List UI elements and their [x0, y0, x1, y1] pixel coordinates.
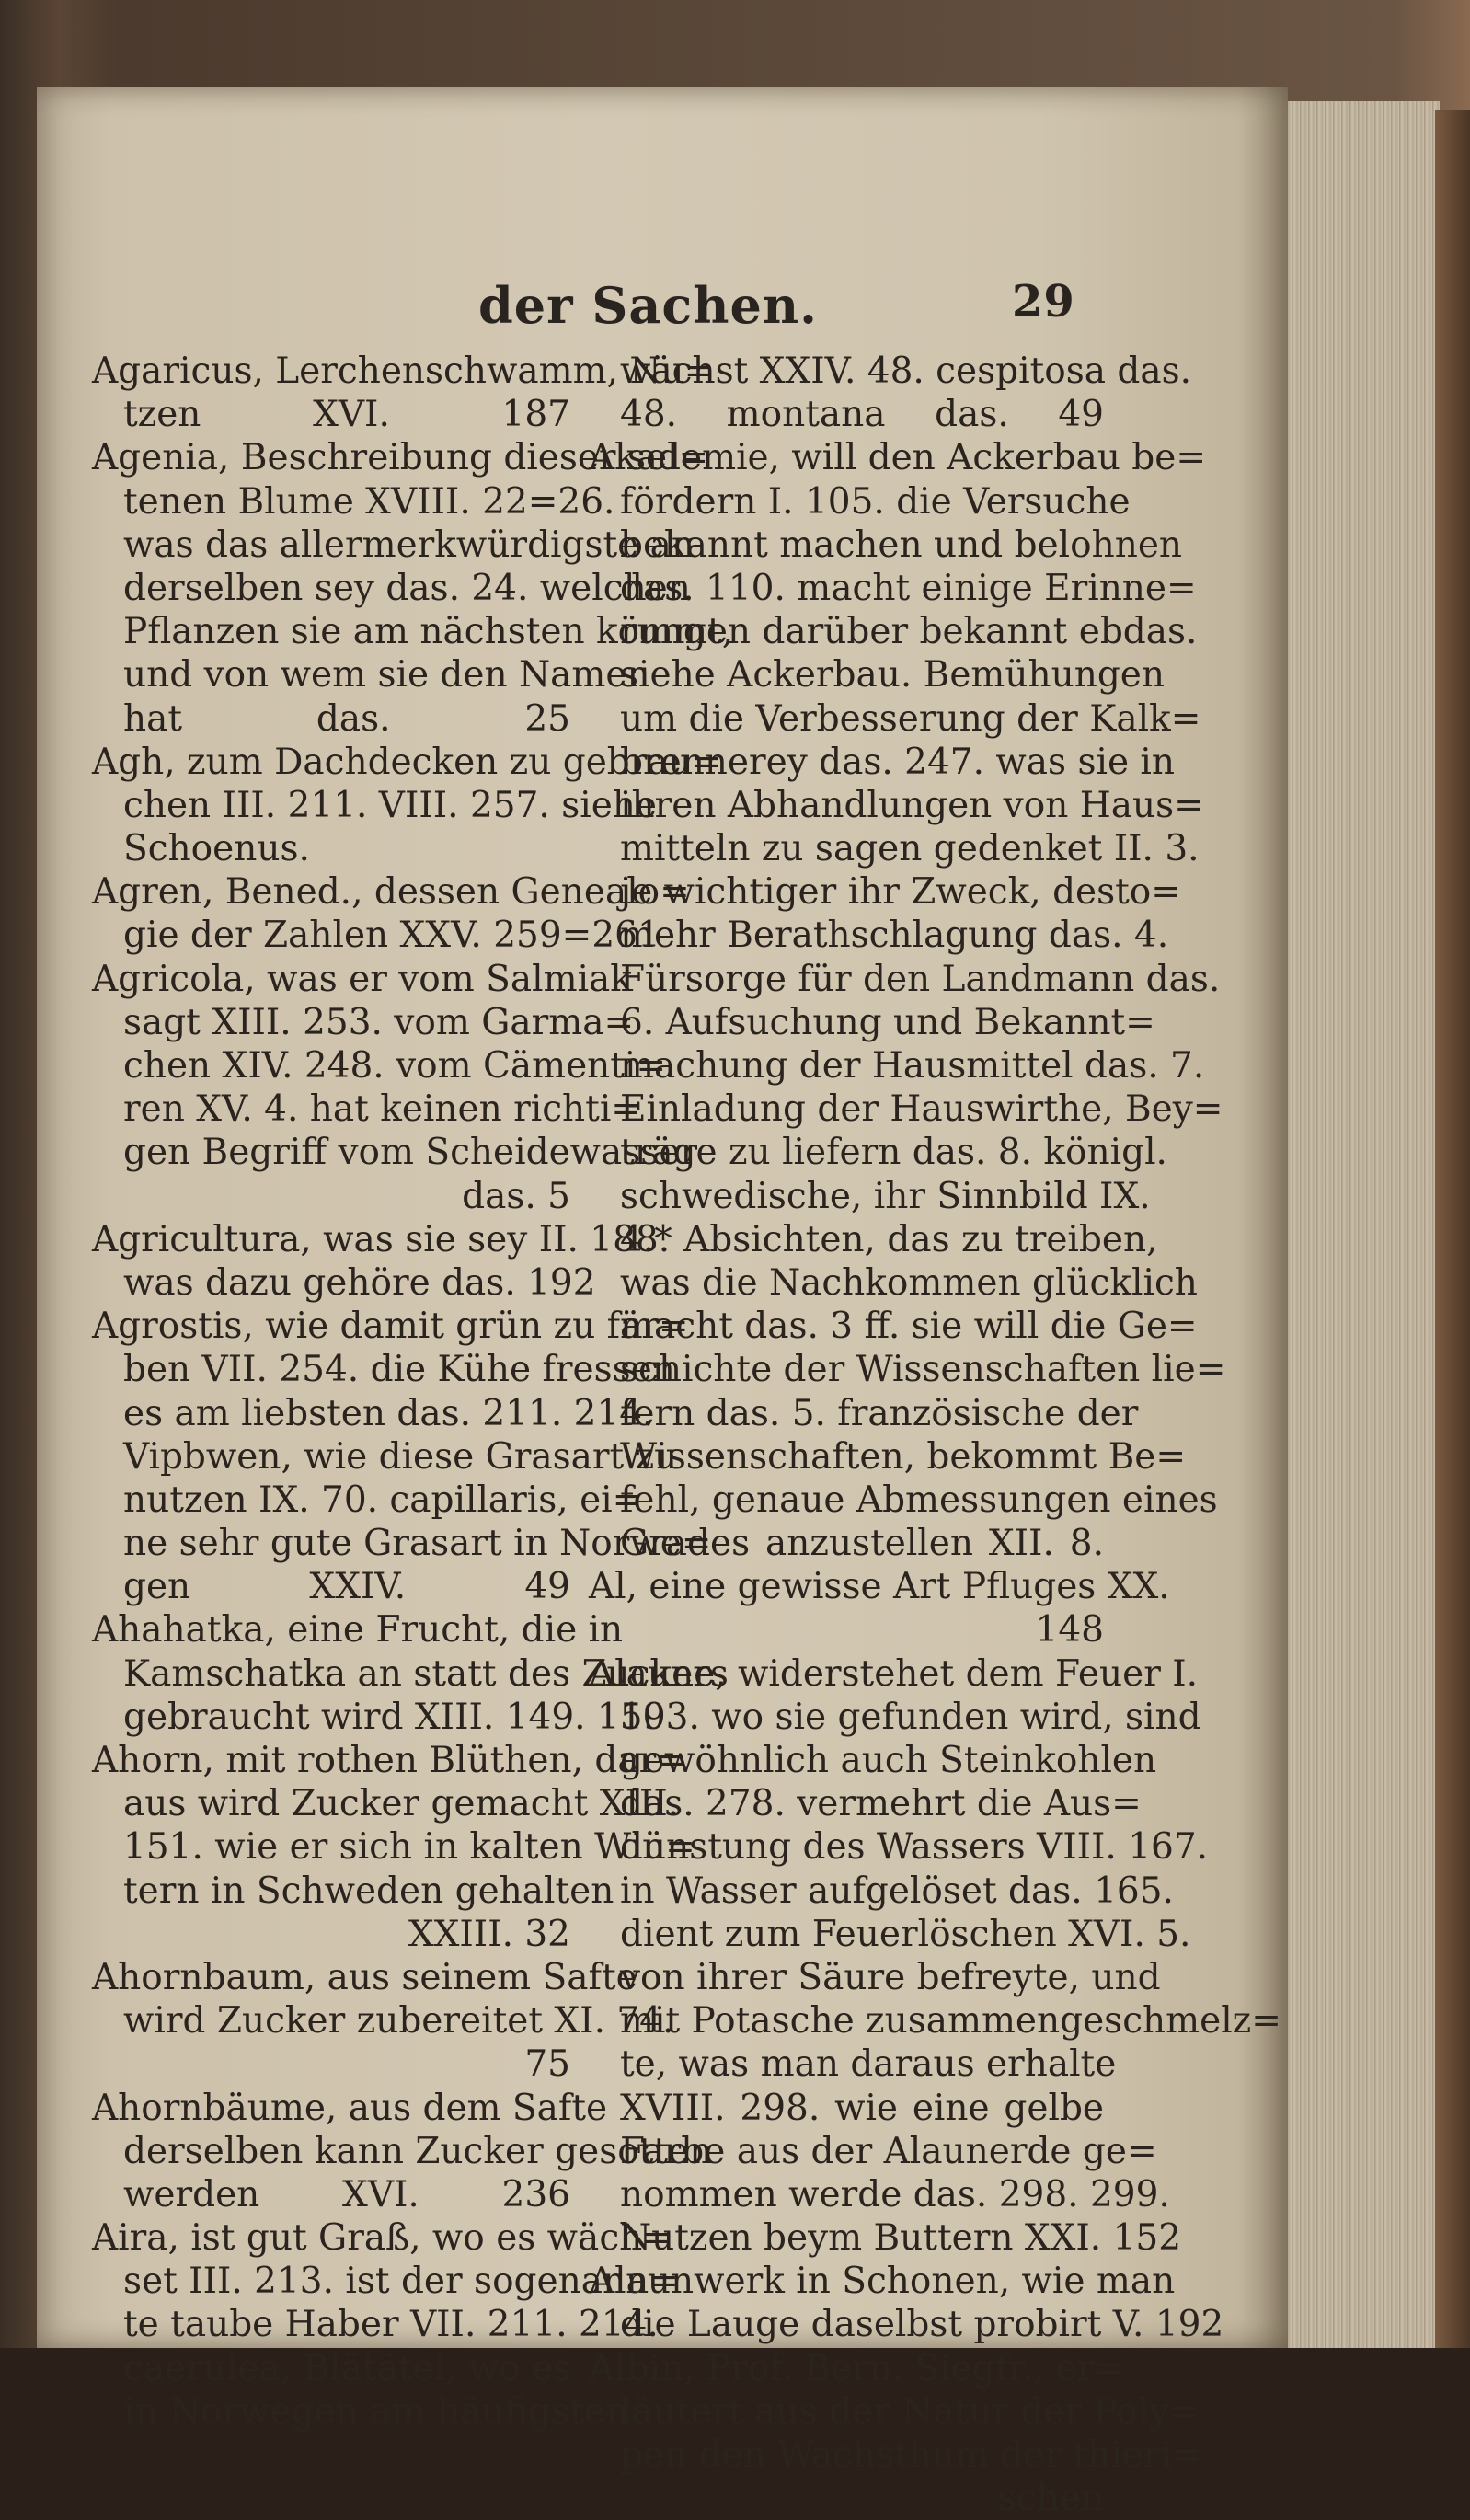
index-column-left — [92, 350, 734, 2434]
index-line: sagt XIII. 253. vom Garma= — [123, 1001, 635, 1043]
index-line: bekannt machen und belohnen — [620, 524, 1183, 566]
index-line: 4.* Absichten, das zu treiben, — [620, 1218, 1158, 1260]
index-line: Ahornbaum, aus seinem Safte — [92, 1956, 637, 1998]
index-line: Agaricus, Lerchenschwamm, Nu= — [92, 351, 715, 392]
index-line: was das allermerkwürdigste an — [123, 524, 695, 566]
index-line: fehl, genaue Abmessungen eines — [620, 1479, 1218, 1521]
index-line: tern in Schweden gehalten — [123, 1870, 614, 1912]
index-line: träge zu liefern das. 8. königl. — [620, 1132, 1167, 1174]
index-line: schen — [997, 2478, 1104, 2520]
index-line: derselben sey das. 24. welchen — [123, 567, 691, 609]
index-line: nommen werde das. 298. 299. — [620, 2173, 1170, 2215]
index-line: Kamschatka an statt des Zuckers — [123, 1652, 729, 1695]
index-line: um die Verbesserung der Kalk= — [620, 697, 1201, 740]
index-line: Pflanzen sie am nächsten kömmt, — [123, 611, 734, 653]
index-line: nutzen IX. 70. capillaris, ei= — [123, 1479, 643, 1521]
index-line: was dazu gehöre das. 192 — [123, 1261, 596, 1304]
index-line: hat das. 25 — [123, 697, 570, 740]
index-line: Agenia, Beschreibung dieser sel= — [92, 437, 709, 479]
index-line: ne sehr gute Grasart in Norwe= — [123, 1523, 712, 1565]
index-line: Vipbwen, wie diese Grasart zu — [123, 1435, 678, 1478]
index-line: fördern I. 105. die Versuche — [620, 480, 1131, 523]
index-line: caerulea, Blätätel, wo es — [123, 2347, 572, 2389]
index-line: Albin, Prof. Bern. Siegfr., er= — [589, 2347, 1125, 2389]
index-line: Farbe aus der Alaunerde ge= — [620, 2130, 1157, 2172]
index-line: gen Begriff vom Scheidewasser — [123, 1132, 698, 1174]
index-line: gie der Zahlen XXV. 259=261 — [123, 915, 660, 957]
index-line: 148 — [1035, 1609, 1104, 1651]
index-line: Ahahatka, eine Frucht, die in — [92, 1609, 624, 1651]
index-column-right — [589, 350, 1281, 2520]
index-line: Alaunwerk in Schonen, wie man — [589, 2261, 1176, 2303]
index-line: gen XXIV. 49 — [123, 1566, 570, 1608]
index-line: Wissenschaften, bekommt Be= — [620, 1435, 1187, 1478]
index-line: pen den Wachsthum der thieri= — [620, 2434, 1202, 2476]
index-line: Schoenus. — [123, 828, 310, 870]
index-line: in Norwegen am häufigsten — [123, 2390, 629, 2433]
index-line: je wichtiger ihr Zweck, desto= — [620, 871, 1181, 914]
index-line: von ihrer Säure befreyte, und — [620, 1956, 1161, 1998]
page-number: 29 — [1012, 276, 1075, 328]
index-line: 193. wo sie gefunden wird, sind — [620, 1696, 1201, 1738]
index-line: mehr Berathschlagung das. 4. — [620, 915, 1169, 957]
index-line: das. 278. vermehrt die Aus= — [620, 1783, 1142, 1825]
index-line: dient zum Feuerlöschen XVI. 5. — [620, 1913, 1191, 1955]
index-line: das. 110. macht einige Erinne= — [620, 567, 1197, 609]
index-line: derselben kann Zucker gesotten — [123, 2130, 713, 2172]
index-line: macht das. 3 ff. sie will die Ge= — [620, 1306, 1198, 1348]
index-line: schichte der Wissenschaften lie= — [620, 1349, 1226, 1391]
index-line: ben VII. 254. die Kühe fressen — [123, 1349, 675, 1391]
index-line: Agricola, was er vom Salmiak — [92, 958, 632, 1000]
index-line: Grades anzustellen XII. 8. — [620, 1523, 1104, 1565]
index-line: Agh, zum Dachdecken zu gebrau= — [92, 741, 722, 783]
index-line: gewöhnlich auch Steinkohlen — [620, 1740, 1157, 1781]
index-line: mit Potasche zusammengeschmelz= — [620, 2000, 1281, 2042]
index-line: was die Nachkommen glücklich — [620, 1261, 1198, 1304]
index-line: die Lauge daselbst probirt V. 192 — [620, 2304, 1224, 2346]
index-line: Agrostis, wie damit grün zu fär= — [92, 1306, 689, 1348]
index-line: mitteln zu sagen gedenket II. 3. — [620, 828, 1200, 870]
index-line: Einladung der Hauswirthe, Bey= — [620, 1088, 1223, 1131]
index-line: set III. 213. ist der sogenann= — [123, 2261, 679, 2303]
index-line: te, was man daraus erhalte — [620, 2043, 1117, 2086]
index-line: Agricultura, was sie sey II. 188. — [92, 1218, 671, 1260]
index-line: 6. Aufsuchung und Bekannt= — [620, 1001, 1155, 1043]
index-line: in Wasser aufgelöset das. 165. — [620, 1870, 1174, 1912]
index-line: ren XV. 4. hat keinen richti= — [123, 1088, 641, 1131]
index-line: wächst XXIV. 48. cespitosa das. — [620, 351, 1191, 392]
index-line: Ahorn, mit rothen Blüthen, dar= — [92, 1740, 686, 1781]
index-line: und von wem sie den Namen — [123, 654, 650, 696]
index-line: fern das. 5. französische der — [620, 1392, 1139, 1434]
index-line: Akademie, will den Ackerbau be= — [589, 437, 1206, 479]
page-edges — [1283, 101, 1440, 2348]
index-line: 75 — [524, 2043, 570, 2086]
index-line: XXIII. 32 — [408, 1913, 570, 1955]
index-line: das. 5 — [462, 1175, 570, 1217]
index-line: ihren Abhandlungen von Haus= — [620, 784, 1204, 826]
index-line: läutert aus der Natur der Poly= — [620, 2390, 1200, 2433]
index-line: 151. wie er sich in kalten Win= — [123, 1826, 695, 1869]
index-line: gebraucht wird XIII. 149. 150 — [123, 1696, 666, 1738]
index-line: Aira, ist gut Graß, wo es wäch= — [92, 2217, 672, 2260]
index-line: schwedische, ihr Sinnbild IX. — [620, 1175, 1151, 1217]
index-line: Alaune, widerstehet dem Feuer I. — [589, 1652, 1199, 1695]
running-head: der Sachen. — [478, 276, 818, 335]
index-line: Nutzen beym Buttern XXI. 152 — [620, 2217, 1182, 2260]
index-line: 48. montana das. 49 — [620, 394, 1104, 436]
index-line: werden XVI. 236 — [123, 2173, 570, 2215]
index-line: Ahornbäume, aus dem Safte — [92, 2087, 608, 2129]
index-line: Agren, Bened., dessen Genealo= — [92, 871, 690, 914]
index-line: wird Zucker zubereitet XI. 74. — [123, 2000, 674, 2042]
index-line: chen XIV. 248. vom Cämenti= — [123, 1045, 667, 1087]
index-line: aus wird Zucker gemacht XIII. — [123, 1783, 680, 1825]
index-line: brennerey das. 247. was sie in — [620, 741, 1176, 783]
index-line: te taube Haber VII. 211. 214. — [123, 2304, 659, 2346]
index-line: dünstung des Wassers VIII. 167. — [620, 1826, 1209, 1869]
index-line: machung der Hausmittel das. 7. — [620, 1045, 1205, 1087]
index-line: siehe Ackerbau. Bemühungen — [620, 654, 1166, 696]
index-line: tenen Blume XVIII. 22=26. — [123, 480, 615, 523]
index-line: XVIII. 298. wie eine gelbe — [620, 2087, 1104, 2129]
index-line: es am liebsten das. 211. 214. — [123, 1392, 654, 1434]
index-line: Al, eine gewisse Art Pfluges XX. — [589, 1566, 1170, 1608]
index-line: Fürsorge für den Landmann das. — [620, 958, 1221, 1000]
binding-edge — [1435, 110, 1470, 2348]
index-line: chen III. 211. VIII. 257. siehe — [123, 784, 657, 826]
index-line: tzen XVI. 187 — [123, 394, 570, 436]
index-line: rungen darüber bekannt ebdas. — [620, 611, 1198, 653]
